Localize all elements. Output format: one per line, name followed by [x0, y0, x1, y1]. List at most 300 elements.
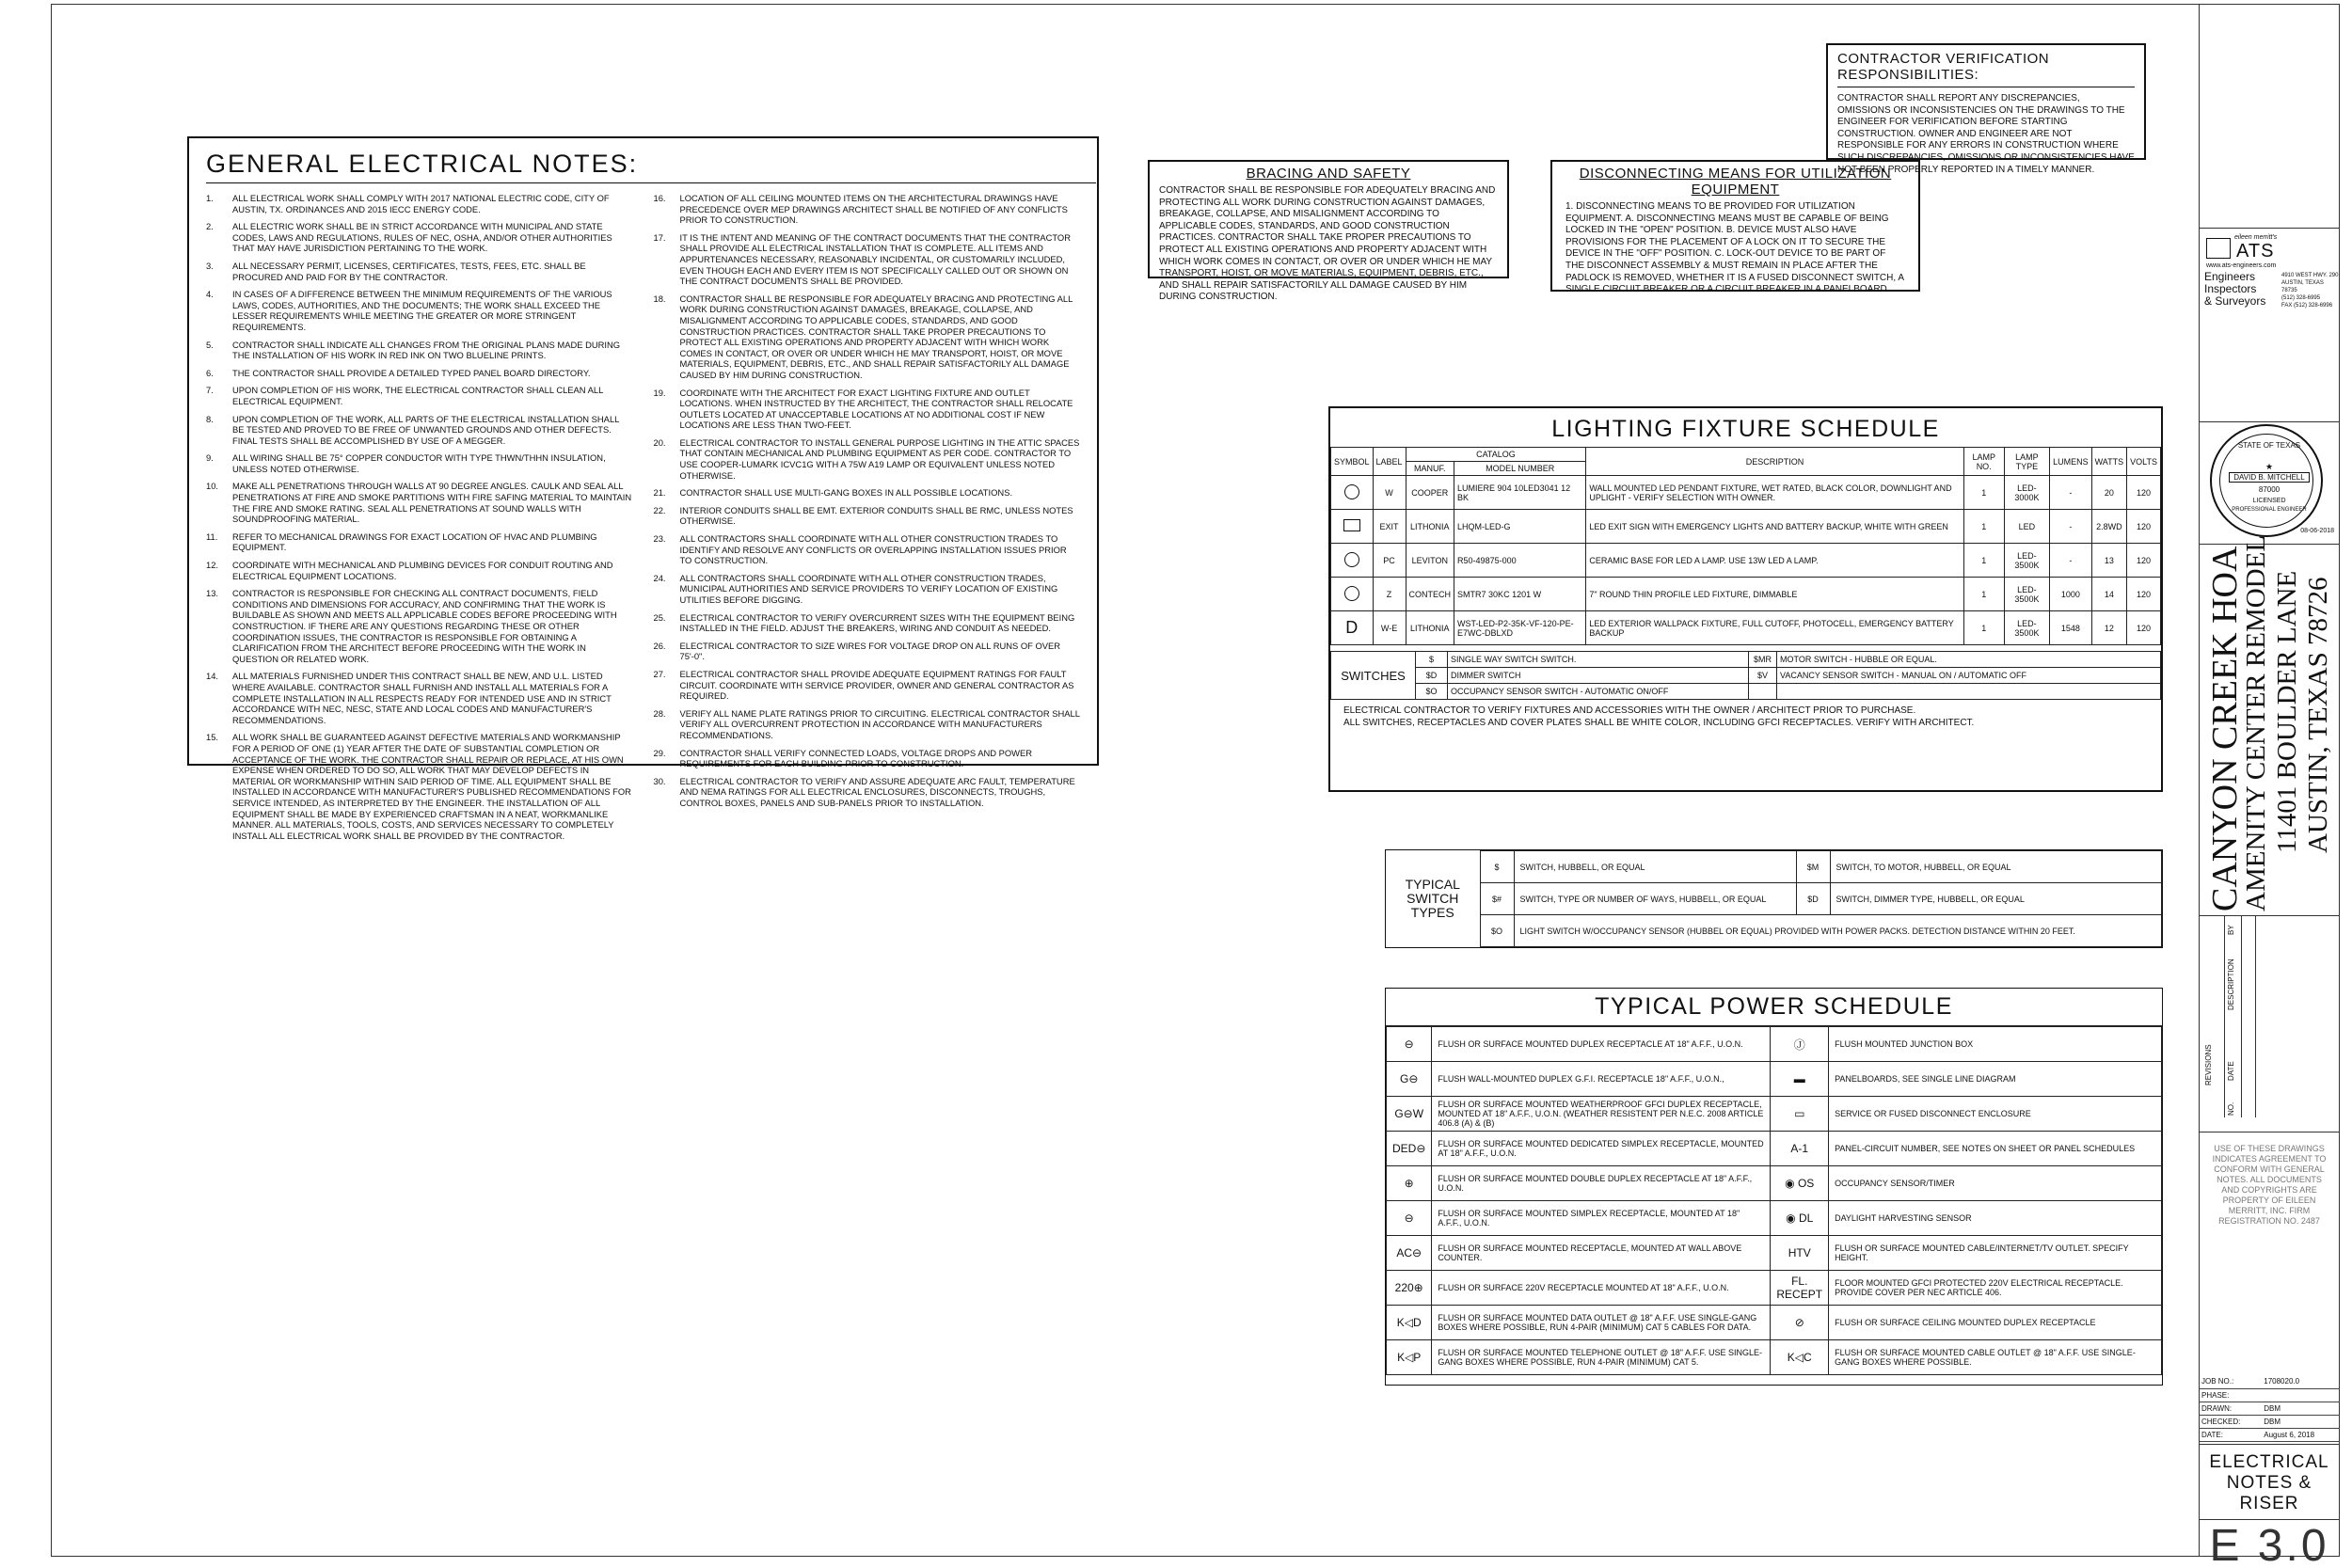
power-desc: SERVICE OR FUSED DISCONNECT ENCLOSURE: [1829, 1097, 2162, 1132]
date-row: DATE: August 6, 2018: [2199, 1428, 2340, 1441]
note-number: 7.: [206, 385, 214, 396]
project-city: AUSTIN, TEXAS 78726: [2303, 577, 2333, 853]
job-info-block: [2199, 1375, 2340, 1444]
drawn-row: DRAWN: DBM: [2199, 1402, 2340, 1415]
lighting-title: LIGHTING FIXTURE SCHEDULE: [1551, 416, 1940, 442]
fixture-desc: LED EXIT SIGN WITH EMERGENCY LIGHTS AND BATTERY BACKUP, WHITE WITH GREEN: [1586, 510, 1963, 544]
switch-s2: $V: [1749, 668, 1777, 684]
fixture-watts: 2.8WD: [2091, 510, 2127, 544]
power-symbol-icon: AC⊖: [1387, 1236, 1432, 1271]
fixture-volts: 120: [2127, 544, 2161, 578]
switch-types-label: TYPICAL SWITCH TYPES: [1405, 877, 1460, 920]
power-symbol-icon: FL. RECEPT: [1771, 1271, 1829, 1306]
lighting-table: [1330, 447, 2161, 645]
logo-services: Engineers Inspectors & Surveyors: [2204, 270, 2266, 308]
power-desc: FLOOR MOUNTED GFCI PROTECTED 220V ELECTRICAL RECEPTACLE. PROVIDE COVER PER NEC ARTICLE 406.: [1829, 1271, 2162, 1306]
note-item: [654, 487, 1081, 499]
seal-state: STATE OF TEXAS: [2237, 441, 2301, 450]
fixture-row: [1331, 578, 2161, 611]
fixture-model: WST-LED-P2-35K-VF-120-PE-E7WC-DBLXD: [1454, 611, 1586, 645]
fixture-label: W: [1373, 476, 1406, 510]
switch-type-desc: SWITCH, TO MOTOR, HUBBELL, OR EQUAL: [1830, 851, 2162, 883]
note-text: CONTRACTOR SHALL INDICATE ALL CHANGES FROM THE ORIGINAL PLANS MADE DURING THE INSTALLATION OF HIS WORK IN RED INK ON TWO BLUELINE PRINTS.: [232, 339, 621, 361]
power-row: [1387, 1132, 2162, 1166]
power-symbol-icon: ⊖: [1387, 1201, 1432, 1236]
note-item: [654, 776, 1081, 809]
note-text: UPON COMPLETION OF HIS WORK, THE ELECTRICAL CONTRACTOR SHALL CLEAN ALL ELECTRICAL EQUIPMENT.: [232, 385, 603, 406]
note-number: 9.: [206, 452, 214, 464]
fixture-label: EXIT: [1373, 510, 1406, 544]
fixture-model: R50-49875-000: [1454, 544, 1586, 578]
fixture-lampno: 1: [1963, 476, 2004, 510]
note-item: [654, 293, 1081, 381]
note-item: [654, 612, 1081, 634]
power-table: [1386, 1026, 2162, 1375]
fixture-lamptype: LED: [2004, 510, 2049, 544]
checked-by: DBM: [2261, 1415, 2340, 1428]
switch-types-box: [1385, 849, 2163, 948]
usage-note: USE OF THESE DRAWINGS INDICATES AGREEMENT TO CONFORM WITH GENERAL NOTES. ALL DOCUMENTS AND COPYRIGHTS ARE PROPERTY OF EILEEN MERRITT, INC. FIRM REGISTRATION NO. 2487: [2212, 1144, 2327, 1226]
note-text: ALL CONTRACTORS SHALL COORDINATE WITH ALL OTHER CONSTRUCTION TRADES, MUNICIPAL AUTHORITIES AND SERVICE PROVIDERS TO VERIFY LOCATION OF EXISTING UTILITIES BEFORE DIGGING.: [679, 572, 1058, 605]
switch-type-symbol: $: [1480, 851, 1514, 883]
logo-web: www.ats-engineers.com: [2206, 262, 2277, 269]
power-desc: FLUSH OR SURFACE MOUNTED CABLE/INTERNET/TV OUTLET. SPECIFY HEIGHT.: [1829, 1236, 2162, 1271]
note-text: ELECTRICAL CONTRACTOR TO VERIFY OVERCURRENT SIZES WITH THE EQUIPMENT BEING INSTALLED IN THE FIELD. ADJUST THE BREAKERS, WIRING AND CONDUIT AS NEEDED.: [679, 611, 1075, 634]
note-number: 27.: [653, 668, 666, 679]
fixture-model: LUMIERE 904 10LED3041 12 BK: [1454, 476, 1586, 510]
power-desc: FLUSH OR SURFACE 220V RECEPTACLE MOUNTED AT 18" A.F.F., U.O.N.: [1432, 1271, 1771, 1306]
fixture-desc: WALL MOUNTED LED PENDANT FIXTURE, WET RATED, BLACK COLOR, DOWNLIGHT AND UPLIGHT - VERIFY SELECTION WITH OWNER.: [1586, 476, 1963, 510]
switch-d1: SINGLE WAY SWITCH SWITCH.: [1448, 652, 1749, 668]
usage-note-block: [2199, 1132, 2340, 1263]
note-item: [206, 340, 633, 361]
note-number: 22.: [653, 504, 666, 515]
note-text: ELECTRICAL CONTRACTOR TO VERIFY AND ASSURE ADEQUATE ARC FAULT, TEMPERATURE AND NEMA RATINGS FOR ALL ELECTRICAL ENCLOSURES, DISCONNECTS, TROUGHS, CONTROL BOXES, PANELS AND SUB-PANELS PRIOR TO INSTALLATION.: [679, 775, 1075, 808]
power-desc: OCCUPANCY SENSOR/TIMER: [1829, 1166, 2162, 1201]
power-row: [1387, 1201, 2162, 1236]
notes-left-column: [206, 193, 633, 847]
fixture-watts: 13: [2091, 544, 2127, 578]
note-number: 3.: [206, 260, 214, 271]
job-no-row: JOB NO.: 1708020.0: [2199, 1375, 2340, 1388]
note-text: CONTRACTOR IS RESPONSIBLE FOR CHECKING ALL CONTRACT DOCUMENTS, FIELD CONDITIONS AND DIMENSIONS FOR ACCURACY, AND CONFIRMING THAT THE WORK IS BUILDABLE AS SHOWN AND MEETS ALL APPLICABLE CODES BEFORE PROCEEDING WITH CONSTRUCTION. IF THERE ARE ANY QUESTIONS REGARDING THESE OR OTHER COORDINATION ISSUES, THE CONTRACTOR IS RESPONSIBLE FOR OBTAINING A CLARIFICATION FROM THE ARCHITECT BEFORE PROCEEDING WITH THE WORK IN QUESTION OR RELATED WORK.: [232, 588, 617, 664]
power-symbol-icon: ⊘: [1771, 1306, 1829, 1340]
power-symbol-icon: ▭: [1771, 1097, 1829, 1132]
note-item: [654, 641, 1081, 662]
note-number: 30.: [653, 775, 666, 786]
seal-number: 87000: [2258, 485, 2280, 494]
fixture-lumens: -: [2050, 544, 2092, 578]
contractor-verification-box: [1826, 43, 2146, 175]
note-text: ELECTRICAL CONTRACTOR TO SIZE WIRES FOR VOLTAGE DROP ON ALL RUNS OF OVER 75'-0".: [679, 640, 1061, 662]
power-desc: PANEL-CIRCUIT NUMBER, SEE NOTES ON SHEET OR PANEL SCHEDULES: [1829, 1132, 2162, 1166]
note-item: [654, 708, 1081, 741]
note-item: [654, 669, 1081, 702]
power-desc: PANELBOARDS, SEE SINGLE LINE DIAGRAM: [1829, 1062, 2162, 1097]
col-model: MODEL NUMBER: [1454, 462, 1586, 476]
note-number: 25.: [653, 611, 666, 623]
fixture-volts: 120: [2127, 578, 2161, 611]
note-number: 5.: [206, 339, 214, 350]
fixture-watts: 20: [2091, 476, 2127, 510]
fixture-row: [1331, 476, 2161, 510]
power-symbol-icon: ▬: [1771, 1062, 1829, 1097]
note-text: ALL NECESSARY PERMIT, LICENSES, CERTIFICATES, TESTS, FEES, ETC. SHALL BE PROCURED AND PAID FOR BY THE CONTRACTOR.: [232, 260, 586, 282]
lighting-schedule: [1328, 406, 2163, 792]
fixture-symbol: [1331, 476, 1374, 510]
fixture-lamptype: LED-3500K: [2004, 611, 2049, 645]
power-symbol-icon: Ⓙ: [1771, 1027, 1829, 1062]
note-number: 21.: [653, 487, 666, 499]
switch-s1: $: [1416, 652, 1448, 668]
logo-top: eileen merritt's: [2234, 234, 2278, 241]
note-number: 17.: [653, 231, 666, 243]
switch-row: [1331, 668, 2161, 684]
col-catalog: CATALOG: [1406, 448, 1586, 462]
fixture-row: [1331, 611, 2161, 645]
note-item: [206, 193, 633, 214]
rev-no-header: NO.: [2227, 1101, 2235, 1116]
power-row: [1387, 1097, 2162, 1132]
switch-type-desc: SWITCH, TYPE OR NUMBER OF WAYS, HUBBELL, OR EQUAL: [1514, 883, 1796, 915]
house-icon: [2206, 238, 2231, 259]
circle-fixture-icon: [1344, 586, 1359, 601]
note-number: 1.: [206, 193, 214, 203]
col-symbol: SYMBOL: [1331, 448, 1374, 476]
seal-profession: PROFESSIONAL ENGINEER: [2232, 507, 2307, 513]
power-symbol-icon: ⊕: [1387, 1166, 1432, 1201]
switches-table: [1330, 651, 2161, 700]
power-row: [1387, 1166, 2162, 1201]
note-text: CONTRACTOR SHALL BE RESPONSIBLE FOR ADEQUATELY BRACING AND PROTECTING ALL WORK DURING CONSTRUCTION AGAINST DAMAGES, BREAKAGE, COLLAPSE, AND MISALIGNMENT ACCORDING TO APPLICABLE CODES, STANDARDS, AND GOOD CONSTRUCTION PRACTICES. CONTRACTOR SHALL TAKE PROPER PRECAUTIONS TO PROTECT ALL EXISTING OPERATIONS AND PROPERTY ADJACENT WITH WHICH WORK COMES IN CONTACT, OR OVER OR UNDER WHICH HE MAY TRANSPORT, HOIST, OR MOVE MATERIALS, EQUIPMENT, DEBRIS, ETC., AND SHALL REPAIR SATISFACTORILY ALL DAMAGE CAUSED BY HIM DURING CONSTRUCTION.: [679, 293, 1073, 380]
power-row: [1387, 1236, 2162, 1271]
circle-fixture-icon: [1344, 552, 1359, 567]
power-desc: FLUSH OR SURFACE MOUNTED DATA OUTLET @ 18" A.F.F. USE SINGLE-GANG BOXES WHERE POSSIBLE, RUN 4-PAIR (MINIMUM) CAT 5 CABLES FOR DATA.: [1432, 1306, 1771, 1340]
power-symbol-icon: ◉ DL: [1771, 1201, 1829, 1236]
power-schedule: [1385, 988, 2163, 1386]
switches-label: SWITCHES: [1331, 652, 1416, 700]
rev-desc-header: DESCRIPTION: [2227, 958, 2235, 1010]
power-desc: FLUSH OR SURFACE CEILING MOUNTED DUPLEX RECEPTACLE: [1829, 1306, 2162, 1340]
note-item: [654, 533, 1081, 566]
fixture-lumens: -: [2050, 476, 2092, 510]
note-item: [206, 531, 633, 553]
note-number: 16.: [653, 193, 666, 203]
fixture-model: LHQM-LED-G: [1454, 510, 1586, 544]
note-text: ALL WORK SHALL BE GUARANTEED AGAINST DEFECTIVE MATERIALS AND WORKMANSHIP FOR A PERIOD OF ONE (1) YEAR AFTER THE DATE OF SUBSTANTIAL COMPLETION OR ACCEPTANCE OF THE WORK. THE CONTRACTOR SHALL REPAIR OR REPLACE, AT HIS OWN EXPENSE WHEN ORDERED TO DO SO, ALL WORK THAT MAY DEVELOP DEFECTS IN MATERIAL OR WORKMANSHIP WITHIN SAID PERIOD OF TIME. ALL EQUIPMENT SHALL BE INSTALLED IN ACCORDANCE WITH MANUFACTURER'S PUBLISHED RECOMMENDATIONS FOR SERVICE INTENDED, AS INTERPRETED BY THE ENGINEER. THE INSTALLATION OF ALL EQUIPMENT SHALL BE MADE BY EXPERIENCED CRAFTSMAN IN A NEAT, WORKMANLIKE MANNER. ALL MATERIALS, TOOLS, COSTS, AND SERVICES NECESSARY TO COMPLETELY INSTALL ALL ELECTRICAL WORK SHALL BE PROVIDED BY THE CONTRACTOR.: [232, 732, 631, 841]
phase-row: PHASE:: [2199, 1388, 2340, 1402]
note-text: ELECTRICAL CONTRACTOR TO INSTALL GENERAL PURPOSE LIGHTING IN THE ATTIC SPACES THAT CONTAIN MECHANICAL AND PLUMBING EQUIPMENT AS PER CODE. CONTRACTOR TO USE COOPER-LUMARK ICVC1G WITH A 75W A19 LAMP OR EQUIVALENT UNLESS NOTED OTHERWISE.: [679, 436, 1080, 481]
switch-type-row: [1386, 883, 2162, 915]
sheet-name-block: [2199, 1444, 2340, 1568]
note-item: [206, 481, 633, 524]
fixture-label: W-E: [1373, 611, 1406, 645]
seal-date: 08-06-2018: [2300, 528, 2334, 534]
switch-s2: [1749, 684, 1777, 700]
note-item: [654, 437, 1081, 481]
note-number: 24.: [653, 572, 666, 583]
note-text: REFER TO MECHANICAL DRAWINGS FOR EXACT LOCATION OF HVAC AND PLUMBING EQUIPMENT.: [232, 531, 597, 553]
phase: [2261, 1388, 2340, 1402]
switch-type-symbol: $O: [1480, 915, 1514, 947]
power-symbol-icon: 220⊕: [1387, 1271, 1432, 1306]
switch-d2: [1777, 684, 2161, 700]
general-notes-box: [187, 136, 1099, 841]
note-text: ELECTRICAL CONTRACTOR SHALL PROVIDE ADEQUATE EQUIPMENT RATINGS FOR FAULT CIRCUIT. COORDINATE WITH SERVICE PROVIDER, OWNER AND GENERAL CONTRACTOR AS REQUIRED.: [679, 668, 1074, 702]
sheet-title-1: ELECTRICAL: [2209, 1452, 2329, 1472]
note-number: 29.: [653, 747, 666, 758]
note-item: [206, 289, 633, 332]
col-description: DESCRIPTION: [1586, 448, 1963, 476]
fixture-desc: CERAMIC BASE FOR LED A LAMP. USE 13W LED A LAMP.: [1586, 544, 1963, 578]
power-symbol-icon: G⊖W: [1387, 1097, 1432, 1132]
fixture-manuf: CONTECH: [1406, 578, 1454, 611]
note-number: 23.: [653, 533, 666, 545]
rev-divider: [2224, 916, 2225, 1117]
fixture-symbol: [1331, 578, 1374, 611]
col-volts: VOLTS: [2127, 448, 2161, 476]
note-text: COORDINATE WITH THE ARCHITECT FOR EXACT LIGHTING FIXTURE AND OUTLET LOCATIONS. WHEN INSTRUCTED BY THE ARCHITECT, THE CONTRACTOR SHALL RELOCATE OUTLETS LOCATED AT UNACCEPTABLE LOCATIONS AT NO ADDITIONAL COST IF NEW LOCATIONS ARE LESS THAN TWO-FEET.: [679, 387, 1073, 431]
col-lamp-type: LAMP TYPE: [2004, 448, 2049, 476]
power-desc: FLUSH OR SURFACE MOUNTED SIMPLEX RECEPTACLE, MOUNTED AT 18" A.F.F., U.O.N.: [1432, 1201, 1771, 1236]
note-item: [206, 588, 633, 664]
note-text: ALL CONTRACTORS SHALL COORDINATE WITH ALL OTHER CONSTRUCTION TRADES TO IDENTIFY AND RESOLVE ANY CONFLICTS OR OVERLAPPING INSTALLATION ISSUES PRIOR TO CONSTRUCTION.: [679, 533, 1067, 566]
exit-sign-icon: [1343, 519, 1360, 531]
note-number: 15.: [206, 732, 219, 743]
switch-type-row: [1386, 915, 2162, 947]
revisions-block: [2199, 915, 2340, 1117]
fixture-manuf: LITHONIA: [1406, 510, 1454, 544]
fixture-lamptype: LED-3500K: [2004, 544, 2049, 578]
note-item: [206, 368, 633, 379]
fixture-lumens: -: [2050, 510, 2092, 544]
col-manuf: MANUF.: [1406, 462, 1454, 476]
fixture-lumens: 1000: [2050, 578, 2092, 611]
fixture-symbol: [1331, 510, 1374, 544]
note-item: [206, 414, 633, 447]
note-number: 8.: [206, 413, 214, 424]
fixture-model: SMTR7 30KC 1201 W: [1454, 578, 1586, 611]
note-item: [206, 732, 633, 841]
bracing-title: BRACING AND SAFETY: [1246, 166, 1411, 182]
switch-type-symbol: $#: [1480, 883, 1514, 915]
note-item: [206, 560, 633, 581]
fixture-label: Z: [1373, 578, 1406, 611]
note-item: [206, 221, 633, 254]
power-desc: FLUSH OR SURFACE MOUNTED DOUBLE DUPLEX RECEPTACLE AT 18" A.F.F., U.O.N.: [1432, 1166, 1771, 1201]
circle-fixture-icon: [1344, 484, 1359, 499]
power-symbol-icon: K◁P: [1387, 1340, 1432, 1375]
note-text: IT IS THE INTENT AND MEANING OF THE CONTRACT DOCUMENTS THAT THE CONTRACTOR SHALL PROVIDE ALL ELECTRICAL INSTALLATION THAT IS COMPLETE. ALL ITEMS AND APPURTENANCES NECESSARY, REASONABLY INCIDENTAL, OR CUSTOMARILY INCLUDED, EVEN THOUGH EACH AND EVERY ITEM IS NOT SPECIFICALLY CALLED OUT OR SHOWN ON THE CONTRACT DOCUMENTS SHALL BE PROVIDED.: [679, 231, 1071, 287]
power-row: [1387, 1062, 2162, 1097]
power-desc: FLUSH OR SURFACE MOUNTED DEDICATED SIMPLEX RECEPTACLE, MOUNTED AT 18" A.F.F., U.O.N.: [1432, 1132, 1771, 1166]
fixture-volts: 120: [2127, 611, 2161, 645]
power-row: [1387, 1027, 2162, 1062]
note-number: 20.: [653, 436, 666, 448]
note-text: ALL ELECTRIC WORK SHALL BE IN STRICT ACCORDANCE WITH MUNICIPAL AND STATE CODES, LAWS AND REGULATIONS, RULES OF NEC, OSHA, AND/OR OTHER AUTHORITIES THAT MAY HAVE JURISDICTION PERTAINING TO THE WORK.: [232, 221, 612, 254]
power-title: TYPICAL POWER SCHEDULE: [1386, 989, 2162, 1026]
fixture-watts: 14: [2091, 578, 2127, 611]
fixture-lamptype: LED-3000K: [2004, 476, 2049, 510]
power-desc: FLUSH MOUNTED JUNCTION BOX: [1829, 1027, 2162, 1062]
power-desc: FLUSH OR SURFACE MOUNTED TELEPHONE OUTLET @ 18" A.F.F. USE SINGLE-GANG BOXES WHERE POSSIBLE, RUN 4-PAIR (MINIMUM) CAT 5.: [1432, 1340, 1771, 1375]
power-desc: DAYLIGHT HARVESTING SENSOR: [1829, 1201, 2162, 1236]
switch-s1: $D: [1416, 668, 1448, 684]
general-notes-title: GENERAL ELECTRICAL NOTES:: [206, 150, 1096, 183]
contractor-title: CONTRACTOR VERIFICATION RESPONSIBILITIES:: [1837, 51, 2135, 87]
switch-d1: DIMMER SWITCH: [1448, 668, 1749, 684]
col-label: LABEL: [1373, 448, 1406, 476]
switch-s2: $MR: [1749, 652, 1777, 668]
col-lamp-no: LAMP NO.: [1963, 448, 2004, 476]
note-number: 26.: [653, 640, 666, 651]
project-name: CANYON CREEK HOA: [2205, 546, 2245, 911]
power-desc: FLUSH OR SURFACE MOUNTED DUPLEX RECEPTACLE AT 18" A.F.F., U.O.N.: [1432, 1027, 1771, 1062]
fixture-row: [1331, 510, 2161, 544]
note-item: [206, 452, 633, 474]
rev-divider: [2255, 916, 2256, 1117]
sheet-number: E 3.0: [2199, 1519, 2340, 1568]
fixture-lamptype: LED-3500K: [2004, 578, 2049, 611]
bracing-safety-box: [1148, 160, 1509, 303]
switch-d2: VACANCY SENSOR SWITCH - MANUAL ON / AUTOMATIC OFF: [1777, 668, 2161, 684]
note-number: 11.: [206, 531, 218, 542]
disconnect-title: DISCONNECTING MEANS FOR UTILIZATION EQUIPMENT: [1579, 166, 1892, 198]
switch-type-desc: SWITCH, DIMMER TYPE, HUBBELL, OR EQUAL: [1830, 883, 2162, 915]
seal-star-icon: ★: [2265, 462, 2274, 471]
rev-divider: [2241, 916, 2242, 1117]
note-text: ALL WIRING SHALL BE 75° COPPER CONDUCTOR WITH TYPE THWN/THHN INSULATION, UNLESS NOTED OTHERWISE.: [232, 452, 606, 474]
switch-d1: OCCUPANCY SENSOR SWITCH - AUTOMATIC ON/OFF: [1448, 684, 1749, 700]
note-item: [654, 388, 1081, 431]
fixture-symbol: [1331, 544, 1374, 578]
fixture-row: [1331, 544, 2161, 578]
note-text: MAKE ALL PENETRATIONS THROUGH WALLS AT 90 DEGREE ANGLES. CAULK AND SEAL ALL PENETRATIONS AT FIRE AND SMOKE PARTITIONS WITH FIRE SAFING MATERIAL TO MAINTAIN THE FIRE AND SMOKE RATING. SEAL ALL PENETRATIONS AT SOUND WALLS WITH SOUNDPROOFING MATERIAL.: [232, 481, 632, 525]
fixture-watts: 12: [2091, 611, 2127, 645]
power-desc: FLUSH OR SURFACE MOUNTED RECEPTACLE, MOUNTED AT WALL ABOVE COUNTER.: [1432, 1236, 1771, 1271]
note-number: 4.: [206, 289, 214, 300]
power-desc: FLUSH WALL-MOUNTED DUPLEX G.F.I. RECEPTACLE 18" A.F.F., U.O.N.,: [1432, 1062, 1771, 1097]
note-number: 28.: [653, 707, 666, 719]
note-text: THE CONTRACTOR SHALL PROVIDE A DETAILED TYPED PANEL BOARD DIRECTORY.: [232, 367, 591, 378]
switch-types-table: [1386, 850, 2162, 947]
switch-type-row: [1386, 851, 2162, 883]
fixture-label: PC: [1373, 544, 1406, 578]
note-number: 6.: [206, 367, 214, 378]
project-address: 11401 BOULDER LANE: [2272, 570, 2302, 853]
bracing-text: CONTRACTOR SHALL BE RESPONSIBLE FOR ADEQUATELY BRACING AND PROTECTING ALL WORK DURING CONSTRUCTION AGAINST DAMAGES, BREAKAGE, COLLAPSE, AND MISALIGNMENT ACCORDING TO APPLICABLE CODES, STANDARDS, AND GOOD CONSTRUCTION PRACTICES. CONTRACTOR SHALL TAKE PROPER PRECAUTIONS TO PROTECT ALL EXISTING OPERATIONS AND PROPERTY ADJACENT WITH WHICH WORK COMES IN CONTACT, OR OVER OR UNDER WHICH HE MAY TRANSPORT, HOIST, OR MOVE MATERIALS, EQUIPMENT, DEBRIS, ETC., AND SHALL REPAIR SATISFACTORILY ALL DAMAGE CAUSED BY HIM DURING CONSTRUCTION.: [1159, 185, 1496, 303]
fixture-lampno: 1: [1963, 611, 2004, 645]
switch-s1: $O: [1416, 684, 1448, 700]
power-symbol-icon: ⊖: [1387, 1027, 1432, 1062]
seal-name: DAVID B. MITCHELL: [2229, 472, 2310, 483]
power-desc: FLUSH OR SURFACE MOUNTED CABLE OUTLET @ 18" A.F.F. USE SINGLE-GANG BOXES WHERE POSSIBLE.: [1829, 1340, 2162, 1375]
power-row: [1387, 1340, 2162, 1375]
power-row: [1387, 1271, 2162, 1306]
project-subtitle: AMENITY CENTER REMODEL: [2241, 534, 2271, 911]
power-symbol-icon: K◁D: [1387, 1306, 1432, 1340]
note-text: ALL MATERIALS FURNISHED UNDER THIS CONTRACT SHALL BE NEW, AND U.L. LISTED WHERE AVAILABLE. CONTRACTOR SHALL FURNISH AND INSTALL ALL MATERIALS FOR A COMPLETE INSTALLATION IN ALL RESPECTS READY FOR INTENDED USE AND IN STRICT ACCORDANCE WITH NEC, NESC, STATE AND LOCAL CODES AND MANUFACTURER'S RECOMMENDATIONS.: [232, 671, 612, 725]
contractor-text: CONTRACTOR SHALL REPORT ANY DISCREPANCIES, OMISSIONS OR INCONSISTENCIES ON THE DRAWINGS TO THE ENGINEER FOR VERIFICATION BEFORE STARTING CONSTRUCTION. OWNER AND ENGINEER ARE NOT RESPONSIBLE FOR ANY ERRORS IN CONSTRUCTION WHERE SUCH DISCREPANCIES, OMISSIONS OR INCONSISTENCIES HAVE NOT BEEN PROPERLY REPORTED IN A TIMELY MANNER.: [1837, 93, 2135, 175]
switch-type-desc: LIGHT SWITCH W/OCCUPANCY SENSOR (HUBBEL OR EQUAL) PROVIDED WITH POWER PACKS. DETECTION DISTANCE WITHIN 20 FEET.: [1514, 915, 2162, 947]
sheet-title-2: NOTES & RISER: [2226, 1473, 2312, 1513]
note-text: LOCATION OF ALL CEILING MOUNTED ITEMS ON THE ARCHITECTURAL DRAWINGS HAVE PRECEDENCE OVER MEP DRAWINGS ARCHITECT SHALL BE NOTIFIED OF ANY CONFLICTS PRIOR TO CONSTRUCTION.: [679, 193, 1068, 226]
project-title-block: [2199, 534, 2340, 915]
switch-d2: MOTOR SWITCH - HUBBLE OR EQUAL.: [1777, 652, 2161, 668]
note-number: 2.: [206, 221, 214, 232]
note-text: UPON COMPLETION OF THE WORK, ALL PARTS OF THE ELECTRICAL INSTALLATION SHALL BE TESTED AND PROVED TO BE FREE OF UNWANTED GROUNDS AND OTHER DEFECTS. FINAL TESTS SHALL BE ACCOMPLISHED BY USE OF A MEGGER.: [232, 413, 620, 446]
disconnect-box: [1550, 160, 1920, 295]
note-item: [654, 748, 1081, 769]
fixture-lampno: 1: [1963, 510, 2004, 544]
power-row: [1387, 1306, 2162, 1340]
sheet-date: August 6, 2018: [2261, 1428, 2340, 1441]
note-item: [654, 505, 1081, 527]
col-lumens: LUMENS: [2050, 448, 2092, 476]
note-item: [206, 385, 633, 406]
lighting-note-1: ELECTRICAL CONTRACTOR TO VERIFY FIXTURES AND ACCESSORIES WITH THE OWNER / ARCHITECT PRIOR TO PURCHASE.: [1343, 705, 1916, 716]
power-symbol-icon: A-1: [1771, 1132, 1829, 1166]
note-text: IN CASES OF A DIFFERENCE BETWEEN THE MINIMUM REQUIREMENTS OF THE VARIOUS LAWS, CODES, AUTHORITIES, AND THE DOCUMENTS; THE WORK SHALL EXCEED THE LESSER REQUIREMENTS WHILE MEETING THE GREATER OR MORE STRINGENT REQUIREMENTS.: [232, 289, 612, 332]
note-text: CONTRACTOR SHALL USE MULTI-GANG BOXES IN ALL POSSIBLE LOCATIONS.: [679, 487, 1013, 499]
fixture-volts: 120: [2127, 510, 2161, 544]
note-number: 12.: [206, 560, 219, 571]
revisions-label: REVISIONS: [2204, 1044, 2213, 1085]
fixture-manuf: LITHONIA: [1406, 611, 1454, 645]
power-symbol-icon: ◉ OS: [1771, 1166, 1829, 1201]
col-watts: WATTS: [2091, 448, 2127, 476]
drawn-by: DBM: [2261, 1402, 2340, 1415]
switch-type-desc: SWITCH, HUBBELL, OR EQUAL: [1514, 851, 1796, 883]
notes-right-column: [654, 193, 1081, 847]
fixture-desc: 7" ROUND THIN PROFILE LED FIXTURE, DIMMABLE: [1586, 578, 1963, 611]
logo-address: 4910 WEST HWY. 290 AUSTIN, TEXAS 78735 (512) 328-6995 FAX (512) 328-6996: [2281, 273, 2339, 309]
disconnect-text: 1. DISCONNECTING MEANS TO BE PROVIDED FOR UTILIZATION EQUIPMENT. A. DISCONNECTING MEANS MUST BE CAPABLE OF BEING LOCKED IN THE "OPEN" POSITION. B. DEVICE MUST ALSO HAVE PROVISIONS FOR THE PLACEMENT OF A LOCK ON IT TO SECURE THE DEVICE IN THE "OFF" POSITION. C. LOCK-OUT DEVICE TO BE PART OF THE DISCONNECT ASSEMBLY & MUST REMAIN IN PLACE AFTER THE PADLOCK IS REMOVED, WHETHER IT IS A FUSED DISCONNECT SWITCH, A SINGLE CIRCUIT BREAKER OR A CIRCUIT BREAKER IN A PANELBOARD.: [1565, 201, 1904, 295]
switch-type-symbol: $D: [1796, 883, 1830, 915]
note-item: [654, 573, 1081, 606]
note-item: [206, 261, 633, 282]
note-number: 18.: [653, 293, 666, 304]
rev-date-header: DATE: [2227, 1061, 2235, 1081]
checked-row: CHECKED: DBM: [2199, 1415, 2340, 1428]
power-symbol-icon: K◁C: [1771, 1340, 1829, 1375]
switch-row: [1331, 684, 2161, 700]
fixture-lampno: 1: [1963, 544, 2004, 578]
note-number: 14.: [206, 671, 219, 682]
rev-by-header: BY: [2227, 925, 2235, 935]
note-text: ALL ELECTRICAL WORK SHALL COMPLY WITH 2017 NATIONAL ELECTRIC CODE, CITY OF AUSTIN, TX. ORDINANCES AND 2015 IECC ENERGY CODE.: [232, 193, 610, 214]
fixture-lumens: 1548: [2050, 611, 2092, 645]
note-item: [206, 671, 633, 725]
logo-brand: ATS: [2236, 241, 2275, 261]
engineer-seal: [2199, 421, 2340, 544]
fixture-lampno: 1: [1963, 578, 2004, 611]
fixture-manuf: COOPER: [1406, 476, 1454, 510]
switch-type-symbol: $M: [1796, 851, 1830, 883]
seal-licensed: LICENSED: [2252, 498, 2286, 504]
power-symbol-icon: DED⊖: [1387, 1132, 1432, 1166]
power-symbol-icon: HTV: [1771, 1236, 1829, 1271]
fixture-symbol: [1331, 611, 1374, 645]
note-number: 19.: [653, 387, 666, 398]
note-number: 13.: [206, 588, 219, 599]
job-no: 1708020.0: [2261, 1375, 2340, 1388]
note-text: INTERIOR CONDUITS SHALL BE EMT. EXTERIOR CONDUITS SHALL BE RMC, UNLESS NOTES OTHERWISE.: [679, 504, 1073, 527]
power-desc: FLUSH OR SURFACE MOUNTED WEATHERPROOF GFCI DUPLEX RECEPTACLE, MOUNTED AT 18" A.F.F., U.O.N. (WEATHER RESISTENT PER N.E.C. 2008 ARTICLE 406.8 (A) & (B): [1432, 1097, 1771, 1132]
lighting-note-2: ALL SWITCHES, RECEPTACLES AND COVER PLATES SHALL BE WHITE COLOR, INCLUDING GFCI RECEPTACLES. VERIFY WITH ARCHITECT.: [1343, 717, 1975, 728]
firm-logo: [2199, 228, 2340, 322]
note-text: COORDINATE WITH MECHANICAL AND PLUMBING DEVICES FOR CONDUIT ROUTING AND ELECTRICAL EQUIPMENT LOCATIONS.: [232, 560, 613, 581]
